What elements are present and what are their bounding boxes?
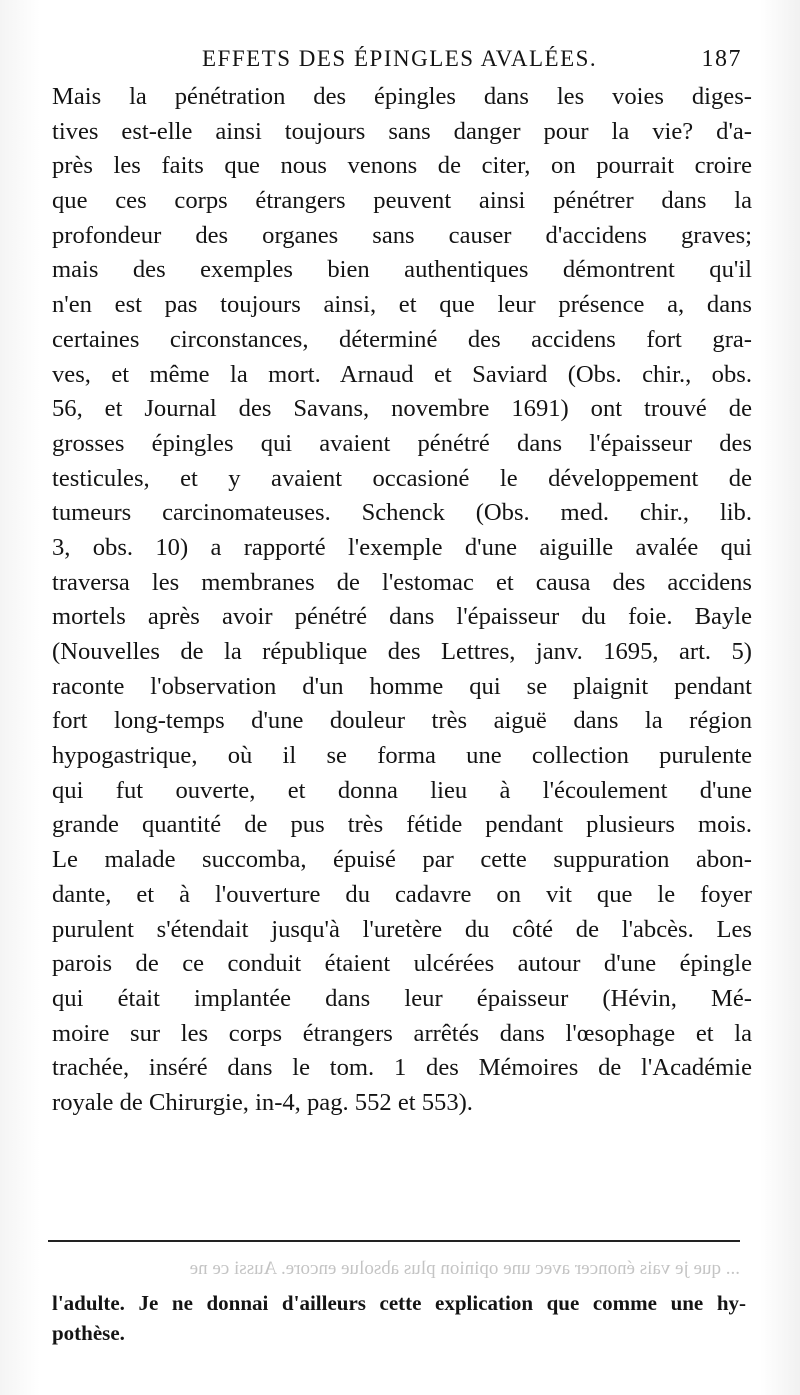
text-line: tives est-elle ainsi toujours sans danger pour la vie? d'a- bbox=[52, 117, 752, 145]
text-line: n'en est pas toujours ainsi, et que leur présence a, dans bbox=[52, 291, 752, 319]
text-line: traversa les membranes de l'estomac et causa des accidens bbox=[52, 568, 752, 596]
text-line: moire sur les corps étrangers arrêtés dans l'œsophage et la bbox=[52, 1019, 752, 1047]
text-line: (Nouvelles de la république des Lettres, janv. 1695, art. 5) bbox=[52, 638, 752, 665]
text-line: tumeurs carcinomateuses. Schenck (Obs. med. chir., lib. bbox=[52, 499, 752, 527]
text-line: purulent s'étendait jusqu'à l'uretère du côté de l'abcès. Les bbox=[52, 915, 752, 943]
text-line: l'adulte. Je ne donnai d'ailleurs cette explication que comme une hy- bbox=[52, 1291, 746, 1315]
running-title: EFFETS DES ÉPINGLES AVALÉES. bbox=[202, 46, 598, 71]
text-line: certaines circonstances, déterminé des accidens fort gra- bbox=[52, 325, 752, 353]
text-line: dante, et à l'ouverture du cadavre on vit que le foyer bbox=[52, 880, 752, 908]
text-line: 56, et Journal des Savans, novembre 1691) ont trouvé de bbox=[52, 395, 752, 423]
text-line: Mais la pénétration des épingles dans les voies diges- bbox=[52, 83, 752, 110]
text-line: pothèse. bbox=[52, 1321, 125, 1345]
bleed-through-text: ... que je vais énoncer avec une opinion plus absolue encore. Aussi ce ne bbox=[189, 1258, 740, 1279]
text-line: ves, et même la mort. Arnaud et Saviard (Obs. chir., obs. bbox=[52, 360, 752, 388]
text-line: parois de ce conduit étaient ulcérées autour d'une épingle bbox=[52, 950, 752, 978]
text-line: que ces corps étrangers peuvent ainsi pénétrer dans la bbox=[52, 187, 752, 215]
text-line: 3, obs. 10) a rapporté l'exemple d'une aiguille avalée qui bbox=[52, 533, 752, 561]
text-line: qui était implantée dans leur épaisseur (Hévin, Mé- bbox=[52, 984, 752, 1012]
text-line: hypogastrique, où il se forma une collection purulente bbox=[52, 742, 752, 770]
text-line: Le malade succomba, épuisé par cette suppuration abon- bbox=[52, 846, 752, 874]
text-line: royale de Chirurgie, in-4, pag. 552 et 553). bbox=[52, 1088, 473, 1116]
main-text bbox=[52, 80, 752, 1121]
text-line: mais des exemples bien authentiques démontrent qu'il bbox=[52, 256, 752, 284]
running-header bbox=[52, 42, 742, 78]
text-line: profondeur des organes sans causer d'accidens graves; bbox=[52, 221, 752, 249]
footnote bbox=[52, 1288, 746, 1348]
text-line: qui fut ouverte, et donna lieu à l'écoulement d'une bbox=[52, 776, 752, 804]
footnote-rule bbox=[48, 1240, 740, 1242]
text-line: grande quantité de pus très fétide pendant plusieurs mois. bbox=[52, 811, 752, 839]
text-line: raconte l'observation d'un homme qui se plaignit pendant bbox=[52, 672, 752, 700]
page-number: 187 bbox=[701, 46, 742, 72]
text-line: fort long-temps d'une douleur très aiguë dans la région bbox=[52, 707, 752, 735]
text-line: trachée, inséré dans le tom. 1 des Mémoires de l'Académie bbox=[52, 1054, 752, 1082]
text-line: mortels après avoir pénétré dans l'épaisseur du foie. Bayle bbox=[52, 603, 752, 631]
text-line: testicules, et y avaient occasioné le développement de bbox=[52, 464, 752, 492]
text-line: près les faits que nous venons de citer, on pourrait croire bbox=[52, 152, 752, 180]
text-line: grosses épingles qui avaient pénétré dans l'épaisseur des bbox=[52, 429, 752, 457]
